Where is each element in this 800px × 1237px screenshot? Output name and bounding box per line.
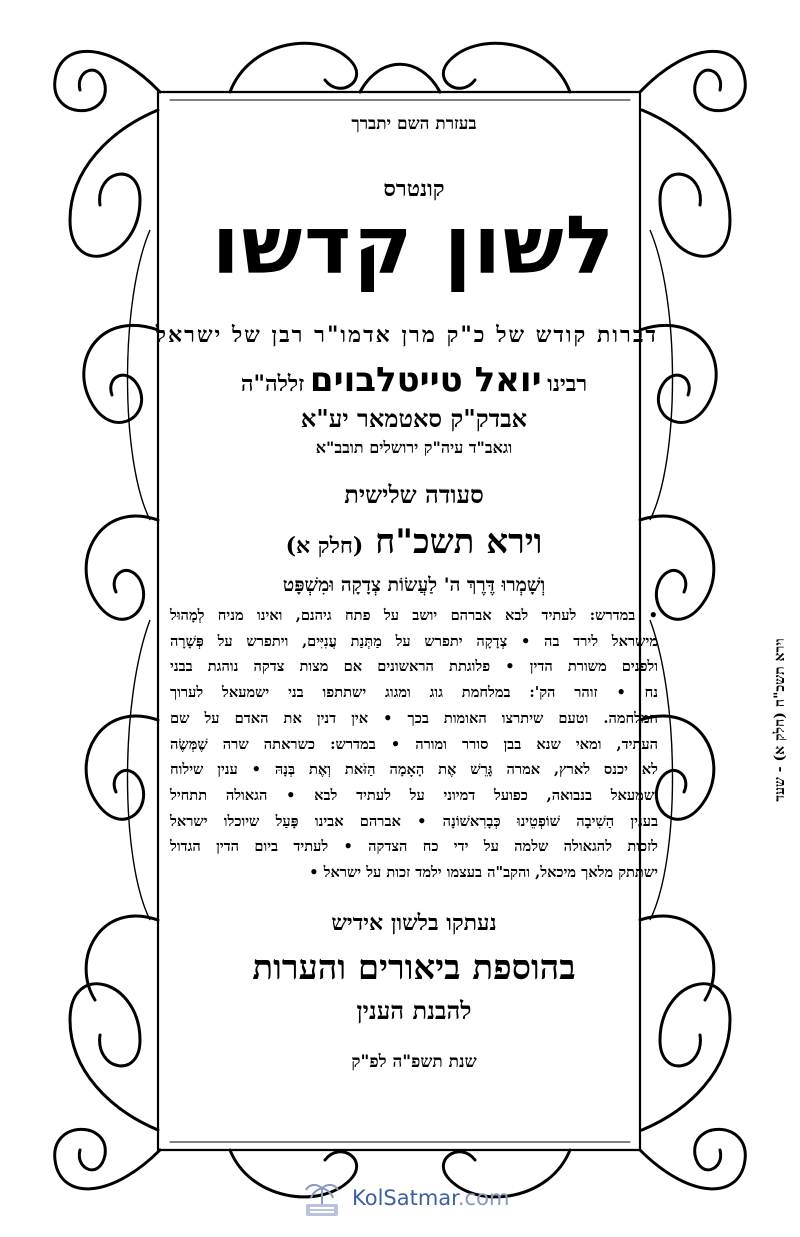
logo-name: KolSatmar <box>352 1186 458 1210</box>
kuntres-label: קונטרס <box>383 176 445 202</box>
summary-line: לא יכנס לארץ, אמרה גָּרֵשׁ אֶת הָאָמָה הַזֹּאת וְאֶת בְּנָהּ • ענין שילוח <box>170 761 658 779</box>
avdk-line: אבדק"ק סאטמאר יע"א <box>300 404 528 433</box>
rabbi-name-row <box>170 360 658 400</box>
vegavd-line: וגאב"ד עיה"ק ירושלים תובב"א <box>315 438 513 457</box>
parsha-name: וירא תשכ"ח <box>375 522 543 562</box>
parsha-title <box>170 522 658 562</box>
rabbi-prefix: רבינו <box>547 371 588 397</box>
rabbi-suffix: זללה"ה <box>240 371 305 397</box>
summary-line: מישראל לירד בה • צְדָקָה יתפרש על מַתְּנַת עֲנִיִּים, ויתפרש על פְּשָׁרָה <box>170 632 658 650</box>
rabbi-name: יואל טייטלבוים <box>309 360 542 400</box>
summary-line: • במדרש: לעתיד לבא אברהם יושב על פתח גיהנם, ואינו מניח לְמָהוּל <box>170 607 658 624</box>
understanding-line: להבנת הענין <box>356 995 472 1025</box>
verse-line: וְשָׁמְרוּ דֶּרֶךְ ה' לַעֲשׂוֹת צְדָקָה וּמִשְׁפָּט <box>282 574 546 596</box>
summary-line: לזכות להגאולה שלמה על ידי כח הצדקה • לעתיד ביום הדין הגדול <box>170 838 658 856</box>
parsha-part: (חלק א) <box>285 533 364 559</box>
summary-line: ולפנים משורת הדין • פלוגתת הראשונים אם מצות צדקה נוהגת בבני <box>170 658 658 676</box>
summary-line: ישמעאל בנבואה, כפועל דמיוני על לעתיד לבא • הגאולה תתחיל <box>170 786 658 804</box>
summary-line: בענין הַשִׁיבָה שׁוֹפְטֵינוּ כְּבָרִאשׁוֹנָה • אברהם אבינו פָּעַל שיוכלו ישראל <box>170 812 658 830</box>
book-title: לשון קדשו <box>212 199 616 292</box>
palm-tree-icon <box>300 1178 344 1218</box>
seuda-label: סעודה שלישית <box>344 480 484 509</box>
summary-line: ישתתק מלאך מיכאל, והקב"ה בעצמו ילמד זכות על ישראל • <box>309 864 658 882</box>
translated-line: נעתקו בלשון אידיש <box>331 909 497 936</box>
summary-line: העתיד, ומאי שנא בבן סורר ומורה • במדרש: כשראתה שרה שֶׁמְּשֶׂה <box>170 735 658 753</box>
summary-paragraph <box>170 603 658 886</box>
blessing-line: בעזרת השם יתברך <box>351 114 477 134</box>
summary-line: נח • זוהר הק': במלחמת גוג ומגוג ישתתפו בני ישמעאל לערוך <box>170 684 658 702</box>
title-page-content <box>155 108 658 1148</box>
divrei-kodesh-line: דברות קודש של כ"ק מרן אדמו"ר רבן של ישראל <box>155 322 658 348</box>
logo-tld: .com <box>457 1186 510 1210</box>
side-running-head: וירא תשכ"ח (חלק א) - שעד <box>772 638 788 802</box>
year-line: שנת תשפ"ה לפ"ק <box>351 1051 477 1072</box>
summary-line: המלחמה. וטעם שיתרצו האומות בכך • אין דנין את האדם על שם <box>170 709 658 727</box>
addition-line: בהוספת ביאורים והערות <box>252 947 576 988</box>
site-logo[interactable] <box>300 1178 540 1218</box>
logo-wordmark <box>352 1186 509 1210</box>
